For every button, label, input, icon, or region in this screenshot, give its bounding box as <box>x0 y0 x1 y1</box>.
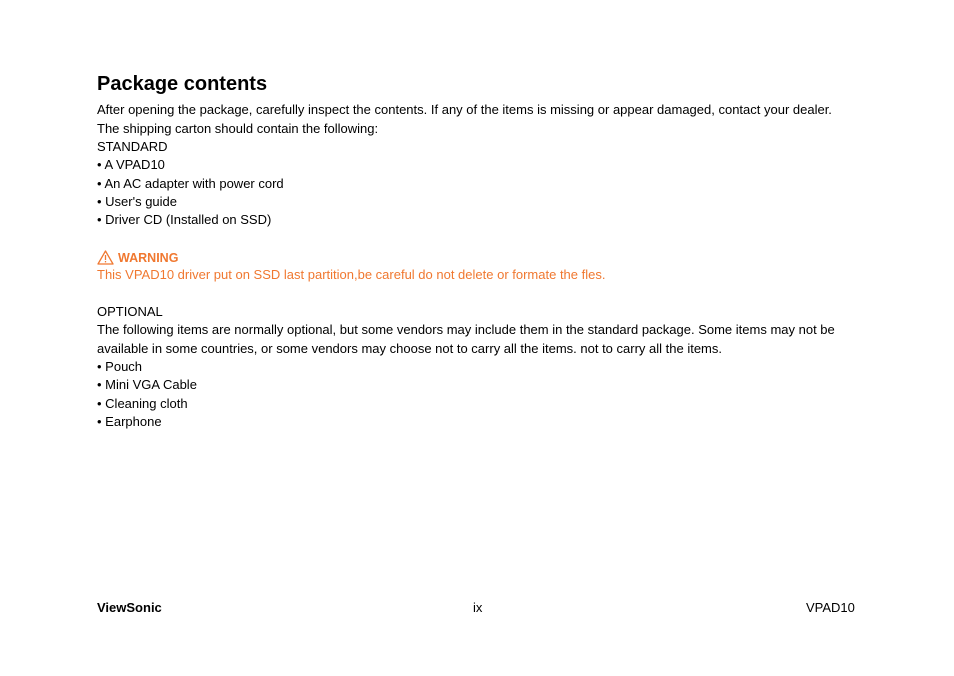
warning-heading <box>97 249 217 267</box>
standard-item: • User's guide <box>97 194 178 209</box>
standard-label: STANDARD <box>97 139 168 154</box>
footer-page-number: ix <box>473 600 483 615</box>
intro-line-2: The shipping carton should contain the following: <box>97 121 379 136</box>
warning-triangle-icon <box>97 250 114 265</box>
footer-brand: ViewSonic <box>97 600 162 615</box>
standard-item: • A VPAD10 <box>97 157 165 172</box>
optional-item: • Mini VGA Cable <box>97 377 197 392</box>
optional-item: • Earphone <box>97 414 162 429</box>
optional-label: OPTIONAL <box>97 304 163 319</box>
warning-text: This VPAD10 driver put on SSD last partition,be careful do not delete or formate the fles. <box>97 267 606 282</box>
warning-label: WARNING <box>118 251 179 265</box>
optional-description-line-2: available in some countries, or some vendors may choose not to carry all the items. not to carry all the items. <box>97 341 722 356</box>
standard-item: • Driver CD (Installed on SSD) <box>97 212 272 227</box>
footer-model: VPAD10 <box>806 600 855 615</box>
page-title: Package contents <box>97 73 268 95</box>
standard-item: • An AC adapter with power cord <box>97 176 284 191</box>
intro-line-1: After opening the package, carefully inspect the contents. If any of the items is missing or appear damaged, contact your dealer. <box>97 102 832 117</box>
optional-item: • Pouch <box>97 359 143 374</box>
optional-item: • Cleaning cloth <box>97 396 188 411</box>
optional-description-line-1: The following items are normally optional, but some vendors may include them in the standard package. Some items may not be <box>97 322 835 337</box>
